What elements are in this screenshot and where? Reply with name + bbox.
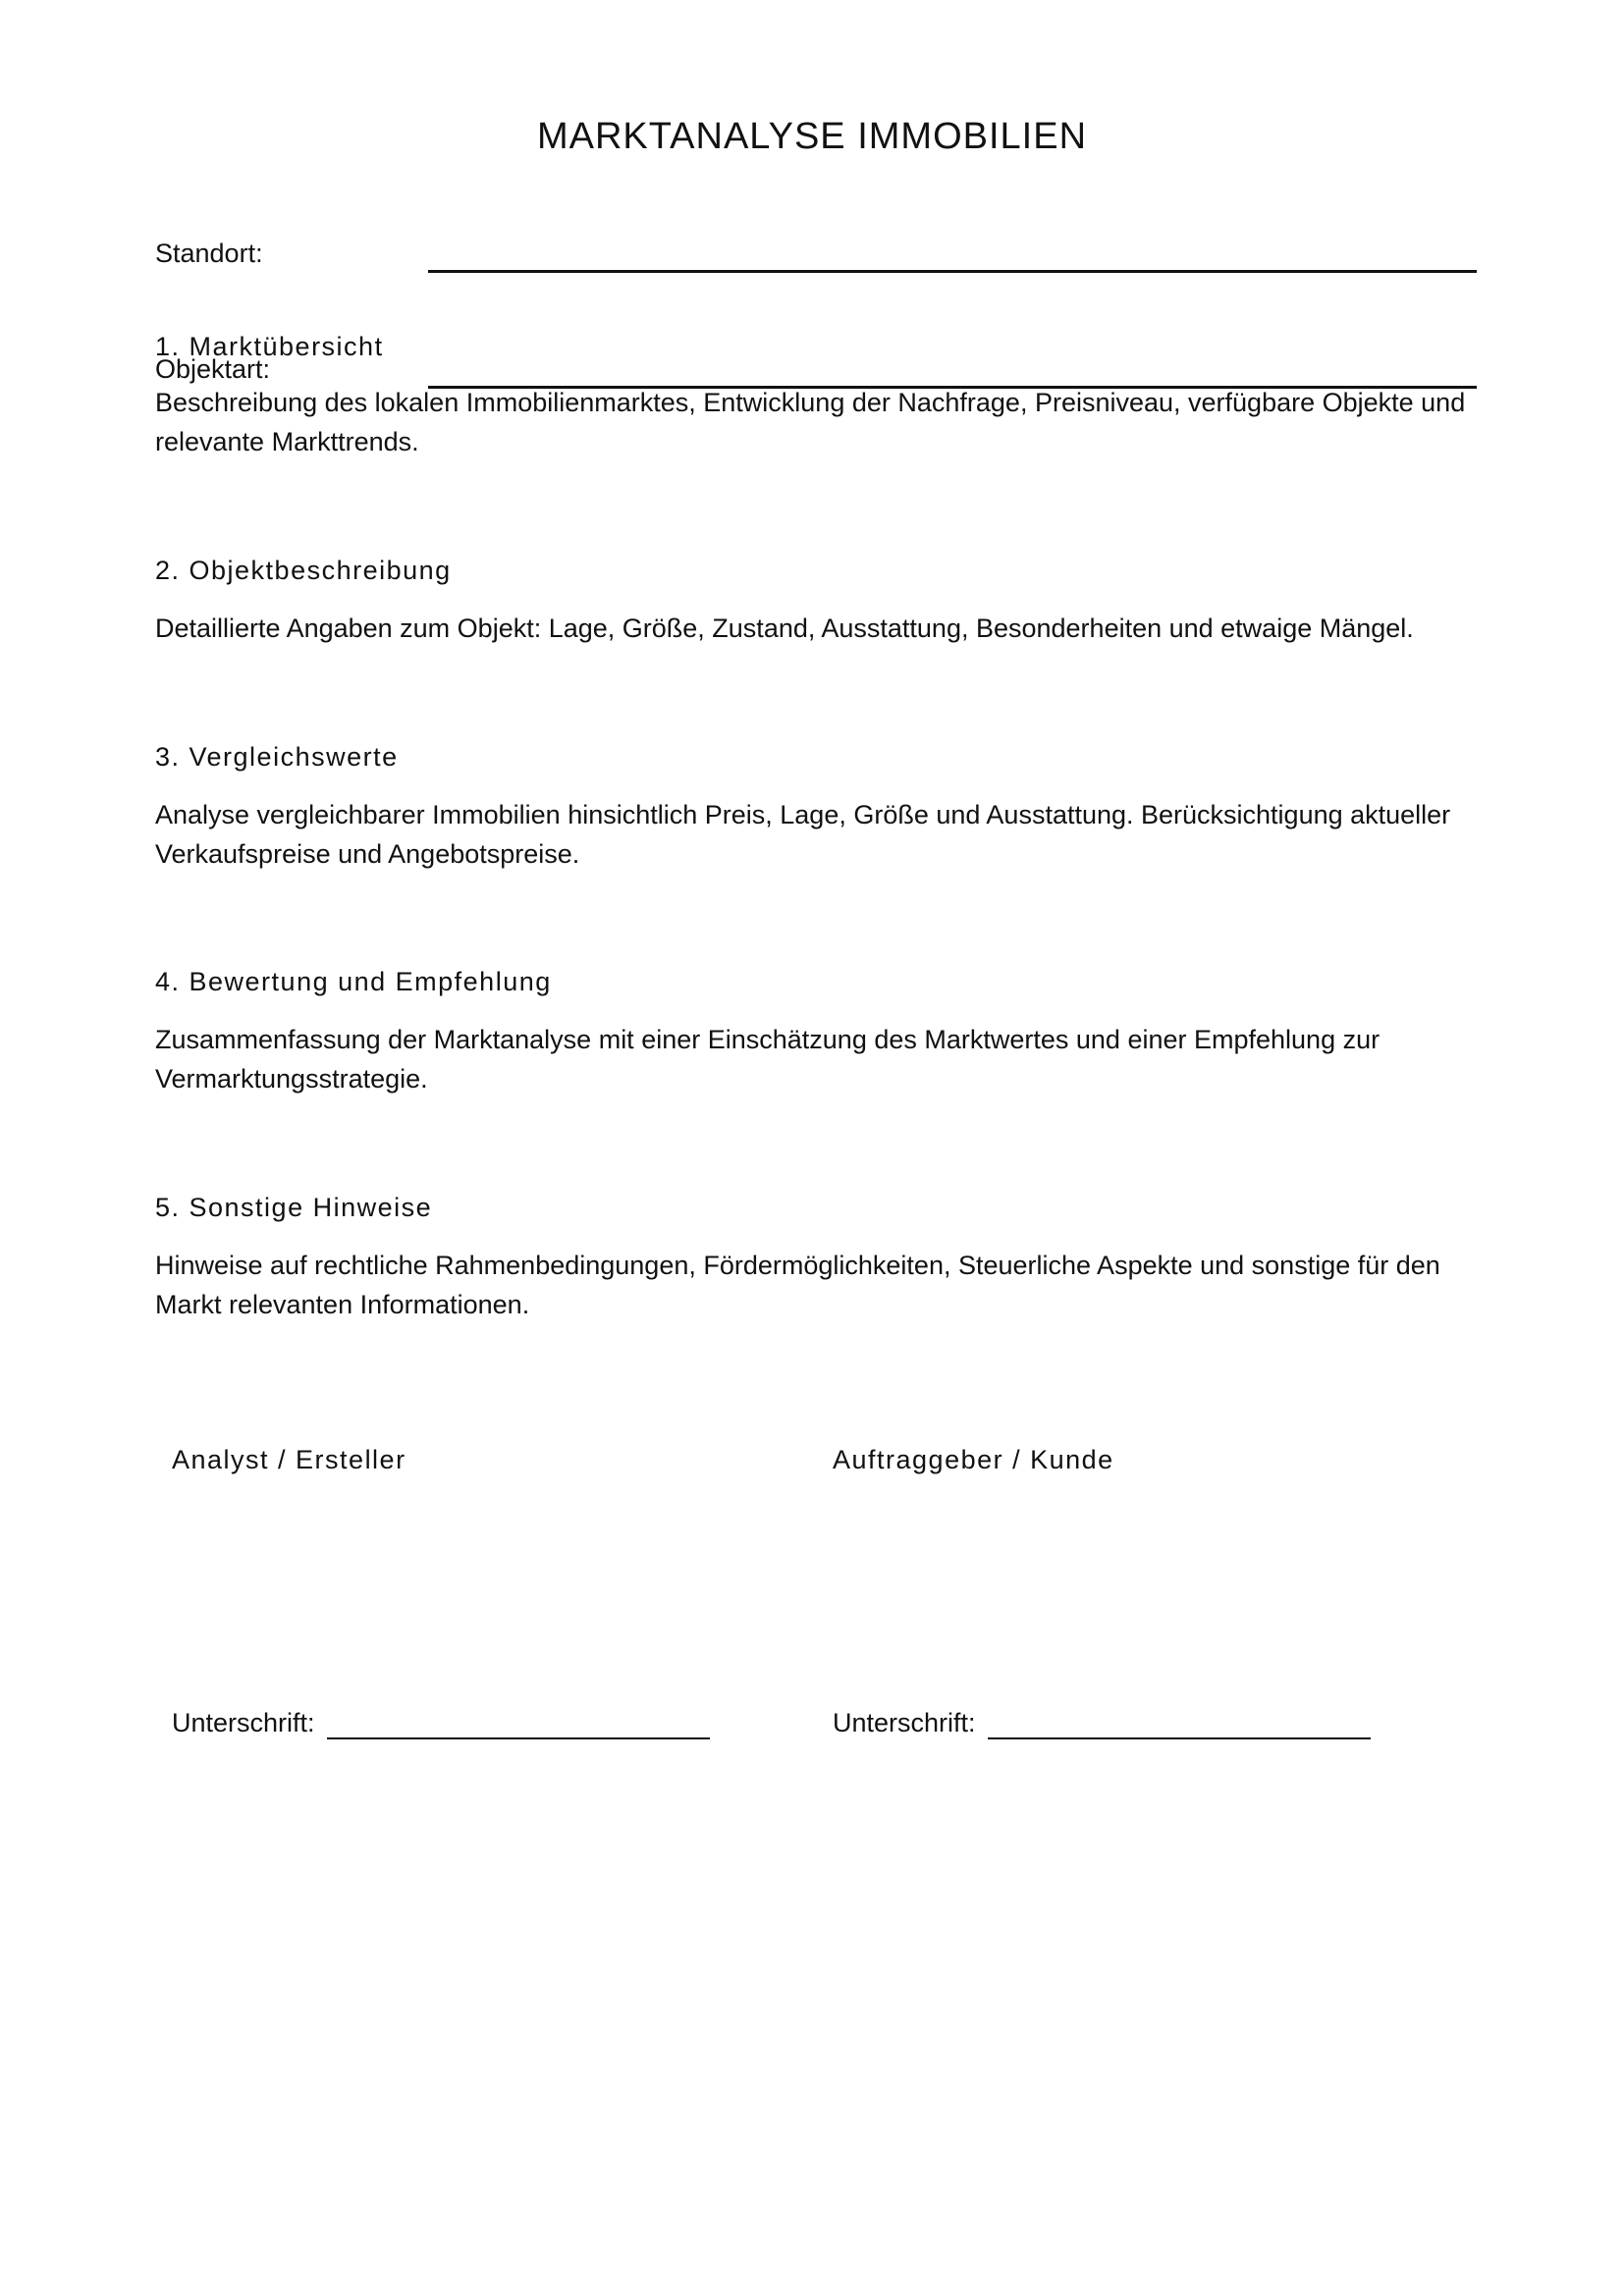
- analyst-signature-label: Unterschrift:: [172, 1708, 315, 1737]
- analyst-role-label: Analyst / Ersteller: [172, 1445, 406, 1474]
- standort-label: Standort:: [155, 239, 263, 268]
- section-5-heading: 5. Sonstige Hinweise: [155, 1193, 433, 1222]
- section-3-heading: 3. Vergleichswerte: [155, 742, 399, 772]
- client-role-label: Auftraggeber / Kunde: [833, 1445, 1114, 1474]
- section-1-heading: 1. Marktübersicht: [155, 332, 384, 361]
- section-4-text: Zusammenfassung der Marktanalyse mit einer Einschätzung des Marktwertes und einer Empfehlung zur Vermarktungsstrategie.: [155, 1025, 1380, 1094]
- client-signature-label: Unterschrift:: [833, 1708, 976, 1737]
- standort-input-line[interactable]: [428, 270, 1477, 273]
- document-title: MARKTANALYSE IMMOBILIEN: [536, 116, 1088, 157]
- section-2-heading: 2. Objektbeschreibung: [155, 556, 452, 585]
- section-2-text: Detaillierte Angaben zum Objekt: Lage, Größe, Zustand, Ausstattung, Besonderheiten und etwaige Mängel.: [155, 614, 1414, 643]
- client-signature-line[interactable]: [988, 1737, 1371, 1739]
- section-1-text: Beschreibung des lokalen Immobilienmarktes, Entwicklung der Nachfrage, Preisniveau, verfügbare Objekte und relevante Markttrends.: [155, 388, 1466, 456]
- section-5-text: Hinweise auf rechtliche Rahmenbedingungen, Fördermöglichkeiten, Steuerliche Aspekte und sonstige für den Markt relevanten Informationen.: [155, 1251, 1440, 1319]
- section-3-text: Analyse vergleichbarer Immobilien hinsichtlich Preis, Lage, Größe und Ausstattung. Berücksichtigung aktueller Verkaufspreise und Angebotspreise.: [155, 800, 1451, 869]
- objektart-label: Objektart:: [155, 354, 271, 384]
- analyst-signature-line[interactable]: [327, 1737, 710, 1739]
- section-4-heading: 4. Bewertung und Empfehlung: [155, 967, 552, 996]
